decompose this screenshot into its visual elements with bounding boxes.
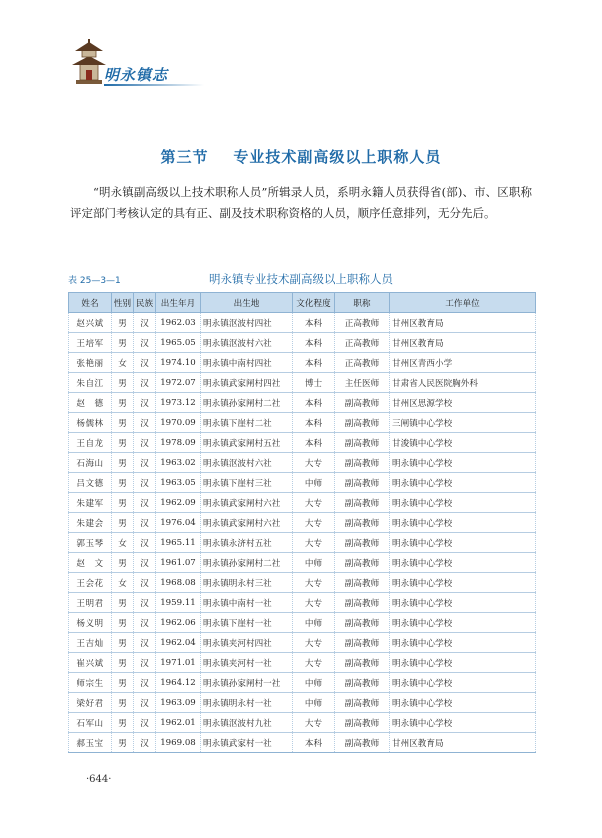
cell-title: 正高教师 [335,333,390,353]
table-row [69,593,536,613]
col-header-birth-date: 出生年月 [156,293,201,313]
cell-workplace: 甘肃省人民医院胸外科 [390,373,536,393]
cell-title: 副高教师 [335,633,390,653]
cell-birthplace: 明永镇孙家闸村二社 [201,553,293,573]
cell-title: 正高教师 [335,313,390,333]
cell-education: 中师 [293,693,335,713]
cell-gender: 男 [112,693,134,713]
table-row [69,633,536,653]
cell-education: 大专 [293,493,335,513]
table-row [69,553,536,573]
cell-education: 中师 [293,553,335,573]
table-row [69,613,536,633]
cell-title: 正高教师 [335,353,390,373]
cell-education: 中师 [293,473,335,493]
cell-workplace: 明永镇中心学校 [390,513,536,533]
cell-ethnicity: 汉 [134,453,156,473]
cell-birthplace: 明永镇武家闸村六社 [201,513,293,533]
table-row [69,513,536,533]
cell-workplace: 明永镇中心学校 [390,693,536,713]
cell-gender: 女 [112,573,134,593]
cell-birth-date: 1964.12 [156,673,201,693]
cell-title: 副高教师 [335,653,390,673]
cell-birthplace: 明永镇明永村三社 [201,573,293,593]
cell-gender: 男 [112,413,134,433]
cell-birthplace: 明永镇沤波村六社 [201,333,293,353]
cell-workplace: 明永镇中心学校 [390,573,536,593]
cell-birth-date: 1974.10 [156,353,201,373]
cell-birth-date: 1963.05 [156,473,201,493]
cell-education: 大专 [293,653,335,673]
table-row [69,353,536,373]
section-title: 第三节 专业技术副高级以上职称人员 [160,148,442,166]
cell-education: 大专 [293,453,335,473]
col-header-workplace: 工作单位 [390,293,536,313]
page-number: ·644· [86,774,112,785]
cell-birth-date: 1973.12 [156,393,201,413]
cell-education: 本科 [293,353,335,373]
cell-workplace: 甘州区思源学校 [390,393,536,413]
table-row [69,413,536,433]
cell-workplace: 三闸镇中心学校 [390,413,536,433]
cell-title: 副高教师 [335,713,390,733]
cell-birthplace: 明永镇下崖村二社 [201,413,293,433]
cell-title: 副高教师 [335,693,390,713]
cell-birth-date: 1962.04 [156,633,201,653]
cell-education: 博士 [293,373,335,393]
cell-workplace: 明永镇中心学校 [390,553,536,573]
table-row [69,533,536,553]
cell-workplace: 甘州区教育局 [390,313,536,333]
cell-birth-date: 1972.07 [156,373,201,393]
cell-ethnicity: 汉 [134,433,156,453]
table-row [69,453,536,473]
cell-title: 副高教师 [335,413,390,433]
cell-title: 副高教师 [335,673,390,693]
cell-birthplace: 明永镇夹河村一社 [201,653,293,673]
cell-title: 副高教师 [335,593,390,613]
cell-workplace: 明永镇中心学校 [390,593,536,613]
cell-education: 本科 [293,413,335,433]
cell-name: 赵兴斌 [69,313,112,333]
cell-birthplace: 明永镇永济村五社 [201,533,293,553]
cell-birthplace: 明永镇武家闸村六社 [201,493,293,513]
cell-name: 王吉灿 [69,633,112,653]
cell-title: 副高教师 [335,453,390,473]
cell-workplace: 明永镇中心学校 [390,473,536,493]
cell-birthplace: 明永镇孙家闸村一社 [201,673,293,693]
cell-gender: 男 [112,473,134,493]
cell-title: 副高教师 [335,393,390,413]
cell-education: 中师 [293,673,335,693]
cell-ethnicity: 汉 [134,593,156,613]
pagoda-icon [70,38,108,88]
cell-birth-date: 1962.06 [156,613,201,633]
cell-gender: 男 [112,593,134,613]
cell-workplace: 甘州区教育局 [390,333,536,353]
book-title: 明永镇志 [104,66,169,84]
cell-education: 大专 [293,593,335,613]
cell-name: 师宗生 [69,673,112,693]
cell-birth-date: 1962.03 [156,313,201,333]
table-body [69,313,536,753]
cell-ethnicity: 汉 [134,653,156,673]
cell-workplace: 明永镇中心学校 [390,633,536,653]
col-header-title: 职称 [335,293,390,313]
cell-birth-date: 1962.01 [156,713,201,733]
cell-name: 梁好君 [69,693,112,713]
cell-ethnicity: 汉 [134,493,156,513]
cell-birth-date: 1962.09 [156,493,201,513]
table-row [69,693,536,713]
cell-birth-date: 1963.02 [156,453,201,473]
personnel-table [68,292,536,753]
cell-name: 朱自江 [69,373,112,393]
cell-gender: 男 [112,633,134,653]
table-row [69,333,536,353]
cell-name: 杨儒林 [69,413,112,433]
cell-workplace: 明永镇中心学校 [390,493,536,513]
cell-workplace: 明永镇中心学校 [390,613,536,633]
cell-workplace: 甘州区教育局 [390,733,536,753]
cell-birthplace: 明永镇沤波村九社 [201,713,293,733]
cell-birthplace: 明永镇中南村四社 [201,353,293,373]
cell-ethnicity: 汉 [134,713,156,733]
cell-name: 赵 德 [69,393,112,413]
cell-title: 副高教师 [335,433,390,453]
table-header-row [69,293,536,313]
cell-birth-date: 1968.08 [156,573,201,593]
cell-birth-date: 1965.11 [156,533,201,553]
cell-name: 朱建军 [69,493,112,513]
cell-ethnicity: 汉 [134,473,156,493]
cell-ethnicity: 汉 [134,673,156,693]
cell-title: 副高教师 [335,733,390,753]
cell-ethnicity: 汉 [134,633,156,653]
cell-education: 本科 [293,733,335,753]
cell-gender: 男 [112,653,134,673]
table-row [69,653,536,673]
cell-name: 崔兴斌 [69,653,112,673]
cell-name: 王培军 [69,333,112,353]
table-row [69,673,536,693]
cell-education: 本科 [293,333,335,353]
cell-birth-date: 1959.11 [156,593,201,613]
cell-title: 副高教师 [335,573,390,593]
cell-education: 本科 [293,433,335,453]
cell-education: 大专 [293,513,335,533]
cell-title: 副高教师 [335,553,390,573]
cell-birth-date: 1961.07 [156,553,201,573]
cell-ethnicity: 汉 [134,373,156,393]
cell-education: 大专 [293,573,335,593]
cell-ethnicity: 汉 [134,573,156,593]
cell-title: 副高教师 [335,613,390,633]
intro-paragraph: “明永镇副高级以上技术职称人员”所辑录人员，系明永籍人员获得省(部)、市、区职称评定部门考核认定的具有正、副及技术职称资格的人员，顺序任意排列，无分先后。 [70,185,532,220]
col-header-education: 文化程度 [293,293,335,313]
cell-education: 本科 [293,313,335,333]
cell-ethnicity: 汉 [134,413,156,433]
cell-birth-date: 1970.09 [156,413,201,433]
cell-birthplace: 明永镇孙家闸村二社 [201,393,293,413]
cell-gender: 男 [112,433,134,453]
cell-gender: 男 [112,513,134,533]
cell-gender: 男 [112,393,134,413]
cell-name: 赵 文 [69,553,112,573]
cell-gender: 男 [112,373,134,393]
cell-title: 副高教师 [335,513,390,533]
cell-birth-date: 1971.01 [156,653,201,673]
cell-title: 副高教师 [335,473,390,493]
cell-name: 杨义明 [69,613,112,633]
cell-birth-date: 1965.05 [156,333,201,353]
table-row [69,313,536,333]
cell-gender: 男 [112,673,134,693]
col-header-name: 姓名 [69,293,112,313]
cell-name: 王自龙 [69,433,112,453]
cell-workplace: 明永镇中心学校 [390,653,536,673]
cell-ethnicity: 汉 [134,533,156,553]
cell-ethnicity: 汉 [134,513,156,533]
table-row [69,713,536,733]
cell-education: 大专 [293,533,335,553]
cell-name: 吕文德 [69,473,112,493]
cell-education: 本科 [293,393,335,413]
cell-name: 石军山 [69,713,112,733]
cell-birthplace: 明永镇沤波村四社 [201,313,293,333]
cell-workplace: 明永镇中心学校 [390,713,536,733]
cell-birth-date: 1976.04 [156,513,201,533]
cell-gender: 男 [112,453,134,473]
cell-name: 郝玉宝 [69,733,112,753]
table-row [69,473,536,493]
cell-birth-date: 1963.09 [156,693,201,713]
cell-gender: 男 [112,313,134,333]
cell-gender: 男 [112,493,134,513]
cell-gender: 女 [112,353,134,373]
table-row [69,393,536,413]
cell-ethnicity: 汉 [134,613,156,633]
col-header-birthplace: 出生地 [201,293,293,313]
cell-gender: 男 [112,733,134,753]
table-row [69,433,536,453]
cell-birthplace: 明永镇下崖村三社 [201,473,293,493]
cell-birth-date: 1969.08 [156,733,201,753]
table-title: 明永镇专业技术副高级以上职称人员 [209,272,393,286]
cell-workplace: 甘浚镇中心学校 [390,433,536,453]
cell-name: 石海山 [69,453,112,473]
table-row [69,373,536,393]
cell-birthplace: 明永镇武家闸村四社 [201,373,293,393]
table-row [69,573,536,593]
cell-education: 大专 [293,633,335,653]
cell-ethnicity: 汉 [134,333,156,353]
cell-name: 朱建会 [69,513,112,533]
cell-ethnicity: 汉 [134,553,156,573]
cell-name: 张艳丽 [69,353,112,373]
cell-workplace: 甘州区青西小学 [390,353,536,373]
cell-title: 主任医师 [335,373,390,393]
col-header-ethnicity: 民族 [134,293,156,313]
cell-name: 郭玉琴 [69,533,112,553]
cell-ethnicity: 汉 [134,733,156,753]
cell-name: 王明君 [69,593,112,613]
cell-title: 副高教师 [335,533,390,553]
table-number: 表 25—3—1 [68,276,121,286]
cell-birthplace: 明永镇沤波村六社 [201,453,293,473]
col-header-gender: 性别 [112,293,134,313]
cell-gender: 男 [112,613,134,633]
cell-workplace: 明永镇中心学校 [390,533,536,553]
cell-gender: 男 [112,713,134,733]
table-row [69,493,536,513]
cell-birthplace: 明永镇夹河村四社 [201,633,293,653]
cell-gender: 女 [112,533,134,553]
cell-ethnicity: 汉 [134,353,156,373]
cell-title: 副高教师 [335,493,390,513]
cell-workplace: 明永镇中心学校 [390,453,536,473]
cell-birthplace: 明永镇中南村一社 [201,593,293,613]
cell-birthplace: 明永镇武家村一社 [201,733,293,753]
running-header [70,38,210,96]
cell-birthplace: 明永镇武家闸村五社 [201,433,293,453]
cell-ethnicity: 汉 [134,313,156,333]
cell-workplace: 明永镇中心学校 [390,673,536,693]
cell-birthplace: 明永镇明永村一社 [201,693,293,713]
cell-gender: 男 [112,333,134,353]
cell-birth-date: 1978.09 [156,433,201,453]
header-rule [104,84,204,86]
cell-name: 王会花 [69,573,112,593]
table-row [69,733,536,753]
cell-ethnicity: 汉 [134,693,156,713]
cell-gender: 男 [112,553,134,573]
cell-ethnicity: 汉 [134,393,156,413]
cell-birthplace: 明永镇下崖村一社 [201,613,293,633]
cell-education: 大专 [293,713,335,733]
cell-education: 中师 [293,613,335,633]
